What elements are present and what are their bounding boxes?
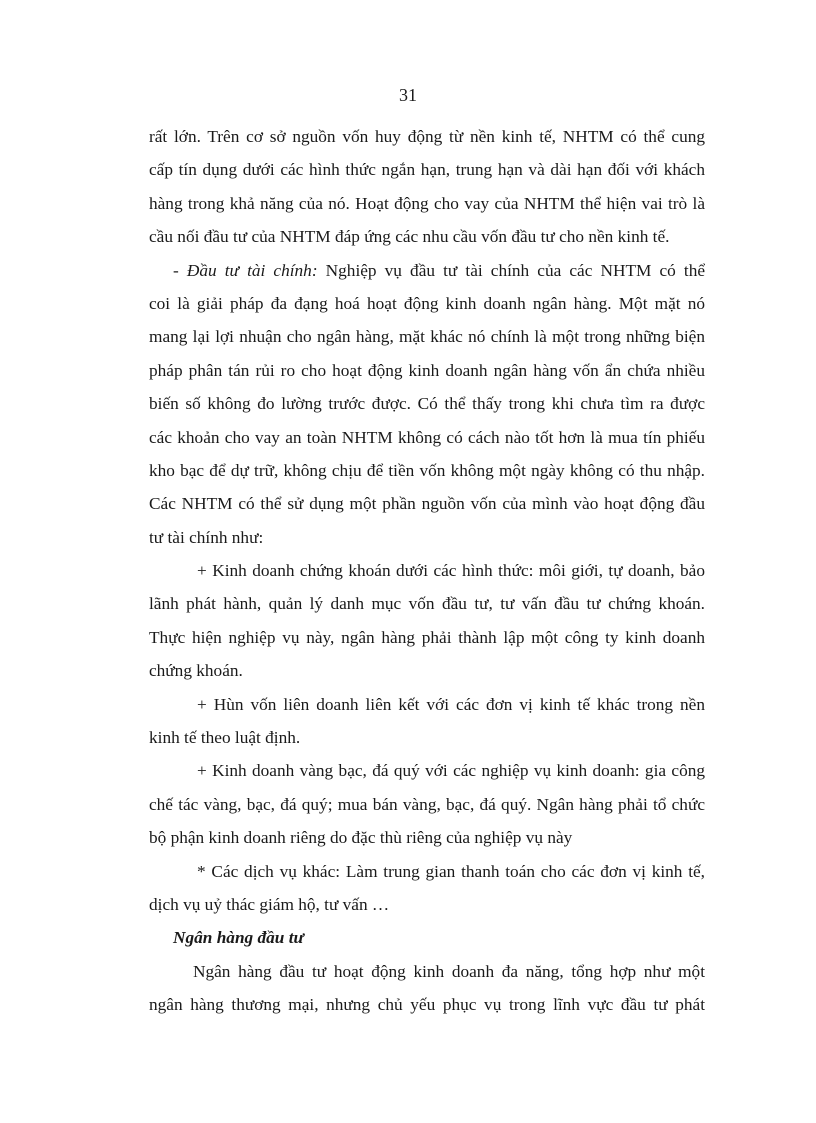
text-line: * Các dịch vụ khác: Làm trung gian thanh toán cho các đơn vị kinh tế, <box>197 861 705 881</box>
text-line: chứng khoán. <box>149 661 243 681</box>
text-line: pháp phân tán rủi ro cho hoạt động kinh doanh ngân hàng vốn ẩn chứa nhiều <box>149 360 705 380</box>
text-line: ngân hàng thương mại, nhưng chủ yếu phục vụ trong lĩnh vực đầu tư phát <box>149 995 705 1015</box>
list-item <box>149 688 705 755</box>
term-label: Đầu tư tài chính: <box>186 260 318 280</box>
text-line: + Kinh doanh chứng khoán dưới các hình thức: môi giới, tự doanh, bảo <box>197 561 705 581</box>
list-item <box>149 554 705 688</box>
text-run: Nghiệp vụ đầu tư tài chính của các NHTM có thể <box>317 260 705 280</box>
text-line <box>149 254 705 287</box>
text-line: cầu nối đầu tư của NHTM đáp ứng các nhu cầu vốn đầu tư cho nền kinh tế. <box>149 227 670 247</box>
text-line: lãnh phát hành, quản lý danh mục vốn đầu tư, tư vấn đầu tư chứng khoán. <box>149 594 705 614</box>
list-item <box>149 754 705 854</box>
text-line: các khoản cho vay an toàn NHTM không có cách nào tốt hơn là mua tín phiếu <box>149 427 705 447</box>
text-line: Các NHTM có thể sử dụng một phần nguồn vốn của mình vào hoạt động đầu <box>149 494 705 514</box>
paragraph <box>149 955 705 1022</box>
text-line: rất lớn. Trên cơ sở nguồn vốn huy động từ nền kinh tế, NHTM có thể cung <box>149 127 705 146</box>
text-line: Thực hiện nghiệp vụ này, ngân hàng phải thành lập một công ty kinh doanh <box>149 627 705 647</box>
text-line: + Hùn vốn liên doanh liên kết với các đơn vị kinh tế khác trong nền <box>197 694 705 714</box>
text-line: kho bạc để dự trữ, không chịu để tiền vốn không một ngày không có thu nhập. <box>149 460 705 480</box>
text-line: mang lại lợi nhuận cho ngân hàng, mặt khác nó chính là một trong những biện <box>149 327 705 347</box>
bullet-dash: - <box>173 260 187 280</box>
text-line: cấp tín dụng dưới các hình thức ngắn hạn, trung hạn và dài hạn đối với khách <box>149 160 705 180</box>
text-line: dịch vụ uỷ thác giám hộ, tư vấn … <box>149 894 390 914</box>
body-text <box>149 120 705 1022</box>
text-line: kinh tế theo luật định. <box>149 728 301 748</box>
text-line: Ngân hàng đầu tư hoạt động kinh doanh đa năng, tổng hợp như một <box>193 961 705 981</box>
paragraph-other-services <box>149 855 705 922</box>
paragraph <box>149 120 705 254</box>
text-line: coi là giải pháp đa đạng hoá hoạt động kinh doanh ngân hàng. Một mặt nó <box>149 293 705 313</box>
text-line: chế tác vàng, bạc, đá quý; mua bán vàng, bạc, đá quý. Ngân hàng phải tổ chức <box>149 794 705 814</box>
text-line: bộ phận kinh doanh riêng do đặc thù riêng của nghiệp vụ này <box>149 828 573 848</box>
text-line: biến số không đo lường trước được. Có thể thấy trong khi chưa tìm ra được <box>149 394 705 414</box>
section-heading: Ngân hàng đầu tư <box>173 928 304 948</box>
page-number: 31 <box>399 85 417 105</box>
paragraph-investment <box>149 254 705 555</box>
text-line: hàng trong khả năng của nó. Hoạt động cho vay của NHTM thể hiện vai trò là <box>149 193 705 213</box>
text-line: tư tài chính như: <box>149 527 264 547</box>
text-line: + Kinh doanh vàng bạc, đá quý với các nghiệp vụ kinh doanh: gia công <box>197 761 705 781</box>
